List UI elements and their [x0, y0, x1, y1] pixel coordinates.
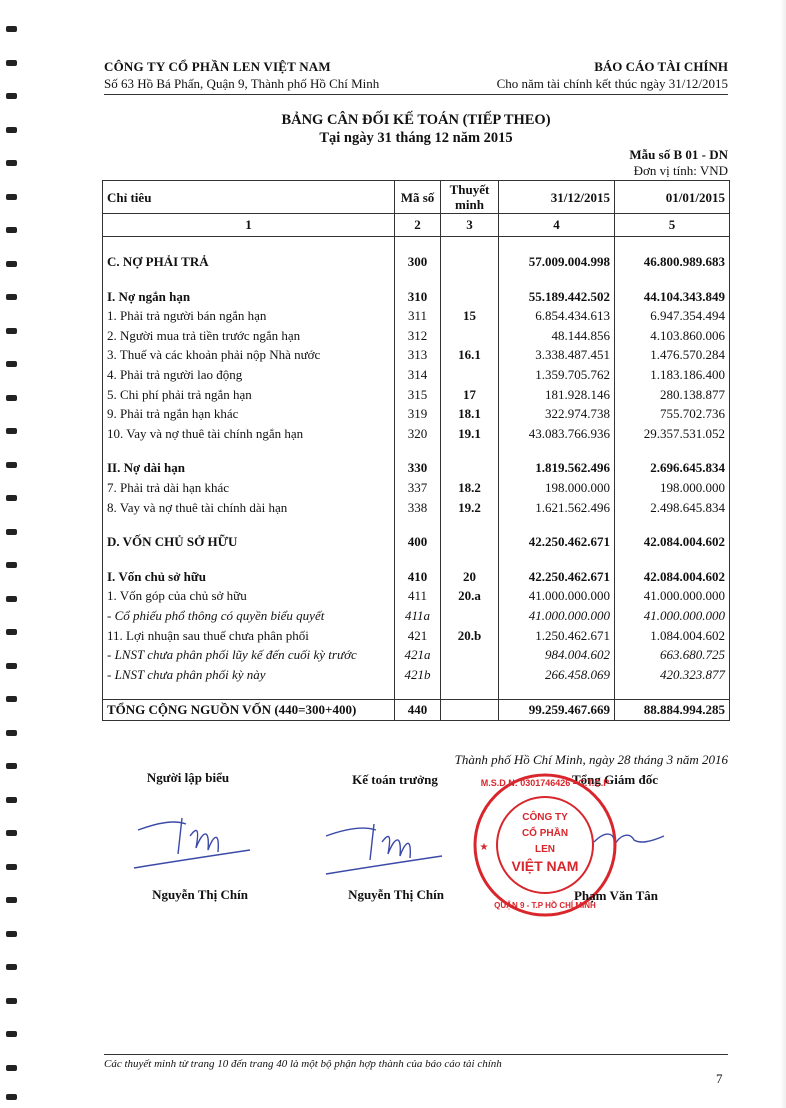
svg-text:CỔ PHẦN: CỔ PHẦN — [521, 828, 569, 839]
row-code: 315 — [395, 385, 441, 405]
document-header — [104, 58, 728, 92]
statement-title — [104, 111, 728, 147]
svg-text:VIỆT NAM: VIỆT NAM — [511, 858, 579, 874]
row-begin-value: 4.103.860.006 — [615, 326, 730, 346]
table-row — [103, 665, 730, 685]
director-name: Phạm Văn Tân — [573, 888, 659, 903]
row-item: II. Nợ dài hạn — [103, 458, 395, 478]
table-row — [103, 532, 730, 552]
row-begin-value: 2.696.645.834 — [615, 458, 730, 478]
row-end-value: 984.004.602 — [499, 645, 615, 665]
header-note-line2: minh — [455, 197, 484, 212]
row-end-value: 322.974.738 — [499, 404, 615, 424]
row-begin-value: 41.000.000.000 — [615, 586, 730, 606]
row-item: 10. Vay và nợ thuê tài chính ngắn hạn — [103, 424, 395, 444]
row-code: 313 — [395, 345, 441, 365]
row-note — [441, 365, 499, 385]
row-item: D. VỐN CHỦ SỞ HỮU — [103, 532, 395, 552]
table-row — [103, 326, 730, 346]
total-row — [103, 700, 730, 721]
svg-text:M.S.D.N: 0301746426 - C.T.C.P: M.S.D.N: 0301746426 - C.T.C.P — [480, 778, 610, 788]
header-code: Mã số — [395, 181, 441, 214]
row-code: 310 — [395, 287, 441, 307]
preparer-signature — [130, 808, 260, 878]
row-end-value: 57.009.004.998 — [499, 252, 615, 272]
director-title: Tổng Giám đốc — [572, 772, 658, 787]
row-item: I. Vốn chủ sở hữu — [103, 567, 395, 587]
row-code: 320 — [395, 424, 441, 444]
svg-text:★: ★ — [479, 842, 489, 853]
preparer-title: Người lập biểu — [146, 770, 230, 785]
row-note: 17 — [441, 385, 499, 405]
row-begin-value: 46.800.989.683 — [615, 252, 730, 272]
row-code: 300 — [395, 252, 441, 272]
row-code: 421a — [395, 645, 441, 665]
row-note: 15 — [441, 306, 499, 326]
binding-holes — [6, 0, 22, 1108]
page-edge-shadow — [780, 0, 786, 1108]
table-row — [103, 606, 730, 626]
total-code: 440 — [395, 700, 441, 721]
row-note — [441, 532, 499, 552]
row-note: 19.1 — [441, 424, 499, 444]
total-begin-value: 88.884.994.285 — [615, 700, 730, 721]
row-begin-value: 44.104.343.849 — [615, 287, 730, 307]
table-row — [103, 586, 730, 606]
column-index: 4 — [499, 214, 615, 237]
balance-sheet-table — [102, 180, 730, 721]
spacer-row — [103, 684, 730, 700]
row-begin-value: 1.476.570.284 — [615, 345, 730, 365]
row-code: 319 — [395, 404, 441, 424]
spacer-row — [103, 272, 730, 287]
row-end-value: 1.359.705.762 — [499, 365, 615, 385]
company-name: CÔNG TY CỔ PHẦN LEN VIỆT NAM — [104, 59, 331, 74]
row-end-value: 43.083.766.936 — [499, 424, 615, 444]
row-item: 2. Người mua trả tiền trước ngắn hạn — [103, 326, 395, 346]
row-item: - LNST chưa phân phối kỳ này — [103, 665, 395, 685]
row-code: 411a — [395, 606, 441, 626]
accountant-signature — [320, 812, 450, 882]
header-end-date: 31/12/2015 — [499, 181, 615, 214]
table-row — [103, 645, 730, 665]
row-item: 3. Thuế và các khoản phải nộp Nhà nước — [103, 345, 395, 365]
row-code: 337 — [395, 478, 441, 498]
row-note: 18.1 — [441, 404, 499, 424]
page-number: 7 — [716, 1071, 723, 1086]
header-note-line1: Thuyết — [449, 182, 490, 197]
row-begin-value: 755.702.736 — [615, 404, 730, 424]
row-note — [441, 287, 499, 307]
svg-text:QUẬN 9 - T.P HỒ CHÍ MINH: QUẬN 9 - T.P HỒ CHÍ MINH — [494, 901, 596, 910]
row-item: 11. Lợi nhuận sau thuế chưa phân phối — [103, 626, 395, 646]
footer-divider — [104, 1054, 728, 1055]
spacer-row — [103, 517, 730, 532]
row-begin-value: 42.084.004.602 — [615, 567, 730, 587]
company-address: Số 63 Hồ Bá Phấn, Quận 9, Thành phố Hồ Chí Minh — [104, 76, 380, 91]
row-note: 18.2 — [441, 478, 499, 498]
total-note — [441, 700, 499, 721]
row-begin-value: 41.000.000.000 — [615, 606, 730, 626]
row-note: 20 — [441, 567, 499, 587]
header-begin-date: 01/01/2015 — [615, 181, 730, 214]
row-item: 1. Vốn góp của chủ sở hữu — [103, 586, 395, 606]
spacer-row — [103, 552, 730, 567]
row-begin-value: 663.680.725 — [615, 645, 730, 665]
row-note — [441, 665, 499, 685]
currency-unit: Đơn vị tính: VND — [633, 163, 728, 178]
row-code: 400 — [395, 532, 441, 552]
row-end-value: 266.458.069 — [499, 665, 615, 685]
table-row — [103, 345, 730, 365]
row-begin-value: 2.498.645.834 — [615, 498, 730, 518]
row-note — [441, 606, 499, 626]
form-code: Mẫu số B 01 - DN — [629, 147, 728, 162]
row-end-value: 181.928.146 — [499, 385, 615, 405]
row-end-value: 55.189.442.502 — [499, 287, 615, 307]
row-begin-value: 42.084.004.602 — [615, 532, 730, 552]
row-begin-value: 1.084.004.602 — [615, 626, 730, 646]
row-note — [441, 326, 499, 346]
total-item: TỔNG CỘNG NGUỒN VỐN (440=300+400) — [103, 700, 395, 721]
table-row — [103, 404, 730, 424]
column-index-row — [103, 214, 730, 237]
table-row — [103, 287, 730, 307]
statement-title-date: Tại ngày 31 tháng 12 năm 2015 — [319, 130, 513, 146]
row-end-value: 41.000.000.000 — [499, 586, 615, 606]
row-note — [441, 458, 499, 478]
row-end-value: 1.621.562.496 — [499, 498, 615, 518]
row-code: 312 — [395, 326, 441, 346]
table-row — [103, 424, 730, 444]
table-row — [103, 458, 730, 478]
form-info — [520, 147, 728, 179]
table-header-row — [103, 181, 730, 214]
column-index: 2 — [395, 214, 441, 237]
row-item: I. Nợ ngắn hạn — [103, 287, 395, 307]
spacer-row — [103, 237, 730, 253]
row-item: - LNST chưa phân phối lũy kế đến cuối kỳ trước — [103, 645, 395, 665]
row-item: 1. Phải trả người bán ngắn hạn — [103, 306, 395, 326]
place-and-date: Thành phố Hồ Chí Minh, ngày 28 tháng 3 năm 2016 — [454, 752, 728, 767]
footer-note: Các thuyết minh từ trang 10 đến trang 40 là một bộ phận hợp thành của báo cáo tài chính — [104, 1058, 502, 1070]
row-begin-value: 420.323.877 — [615, 665, 730, 685]
header-divider — [104, 94, 728, 95]
row-end-value: 42.250.462.671 — [499, 532, 615, 552]
row-end-value: 1.250.462.671 — [499, 626, 615, 646]
header-item: Chỉ tiêu — [103, 181, 395, 214]
table-row — [103, 385, 730, 405]
row-code: 421b — [395, 665, 441, 685]
accountant-name: Nguyễn Thị Chín — [348, 887, 444, 902]
row-code: 338 — [395, 498, 441, 518]
total-end-value: 99.259.467.669 — [499, 700, 615, 721]
row-end-value: 48.144.856 — [499, 326, 615, 346]
row-item: 4. Phải trả người lao động — [103, 365, 395, 385]
column-index: 3 — [441, 214, 499, 237]
report-title: BÁO CÁO TÀI CHÍNH — [594, 59, 728, 74]
table-row — [103, 306, 730, 326]
row-end-value: 3.338.487.451 — [499, 345, 615, 365]
svg-text:CÔNG TY: CÔNG TY — [522, 812, 568, 823]
row-begin-value: 1.183.186.400 — [615, 365, 730, 385]
row-item: 7. Phải trả dài hạn khác — [103, 478, 395, 498]
report-period: Cho năm tài chính kết thúc ngày 31/12/2015 — [496, 76, 728, 91]
row-begin-value: 280.138.877 — [615, 385, 730, 405]
column-index: 1 — [103, 214, 395, 237]
row-note: 16.1 — [441, 345, 499, 365]
row-begin-value: 6.947.354.494 — [615, 306, 730, 326]
column-index: 5 — [615, 214, 730, 237]
table-row — [103, 567, 730, 587]
row-note — [441, 252, 499, 272]
row-code: 410 — [395, 567, 441, 587]
row-item: - Cổ phiếu phổ thông có quyền biểu quyết — [103, 606, 395, 626]
row-item: C. NỢ PHẢI TRẢ — [103, 252, 395, 272]
row-note: 19.2 — [441, 498, 499, 518]
row-code: 314 — [395, 365, 441, 385]
row-note: 20.b — [441, 626, 499, 646]
table-row — [103, 252, 730, 272]
statement-title-main: BẢNG CÂN ĐỐI KẾ TOÁN (TIẾP THEO) — [281, 112, 551, 128]
row-begin-value: 29.357.531.052 — [615, 424, 730, 444]
row-end-value: 6.854.434.613 — [499, 306, 615, 326]
table-row — [103, 626, 730, 646]
table-row — [103, 478, 730, 498]
spacer-row — [103, 443, 730, 458]
row-item: 5. Chi phí phải trả ngắn hạn — [103, 385, 395, 405]
row-item: 9. Phải trả ngắn hạn khác — [103, 404, 395, 424]
preparer-name: Nguyễn Thị Chín — [152, 887, 248, 902]
row-end-value: 1.819.562.496 — [499, 458, 615, 478]
table-row — [103, 365, 730, 385]
row-end-value: 42.250.462.671 — [499, 567, 615, 587]
row-end-value: 198.000.000 — [499, 478, 615, 498]
row-code: 421 — [395, 626, 441, 646]
header-note — [441, 181, 499, 214]
row-note: 20.a — [441, 586, 499, 606]
row-code: 311 — [395, 306, 441, 326]
row-note — [441, 645, 499, 665]
row-begin-value: 198.000.000 — [615, 478, 730, 498]
row-code: 411 — [395, 586, 441, 606]
table-row — [103, 498, 730, 518]
row-code: 330 — [395, 458, 441, 478]
accountant-title: Kế toán trưởng — [352, 772, 438, 787]
svg-text:LEN: LEN — [535, 844, 555, 855]
row-item: 8. Vay và nợ thuê tài chính dài hạn — [103, 498, 395, 518]
row-end-value: 41.000.000.000 — [499, 606, 615, 626]
